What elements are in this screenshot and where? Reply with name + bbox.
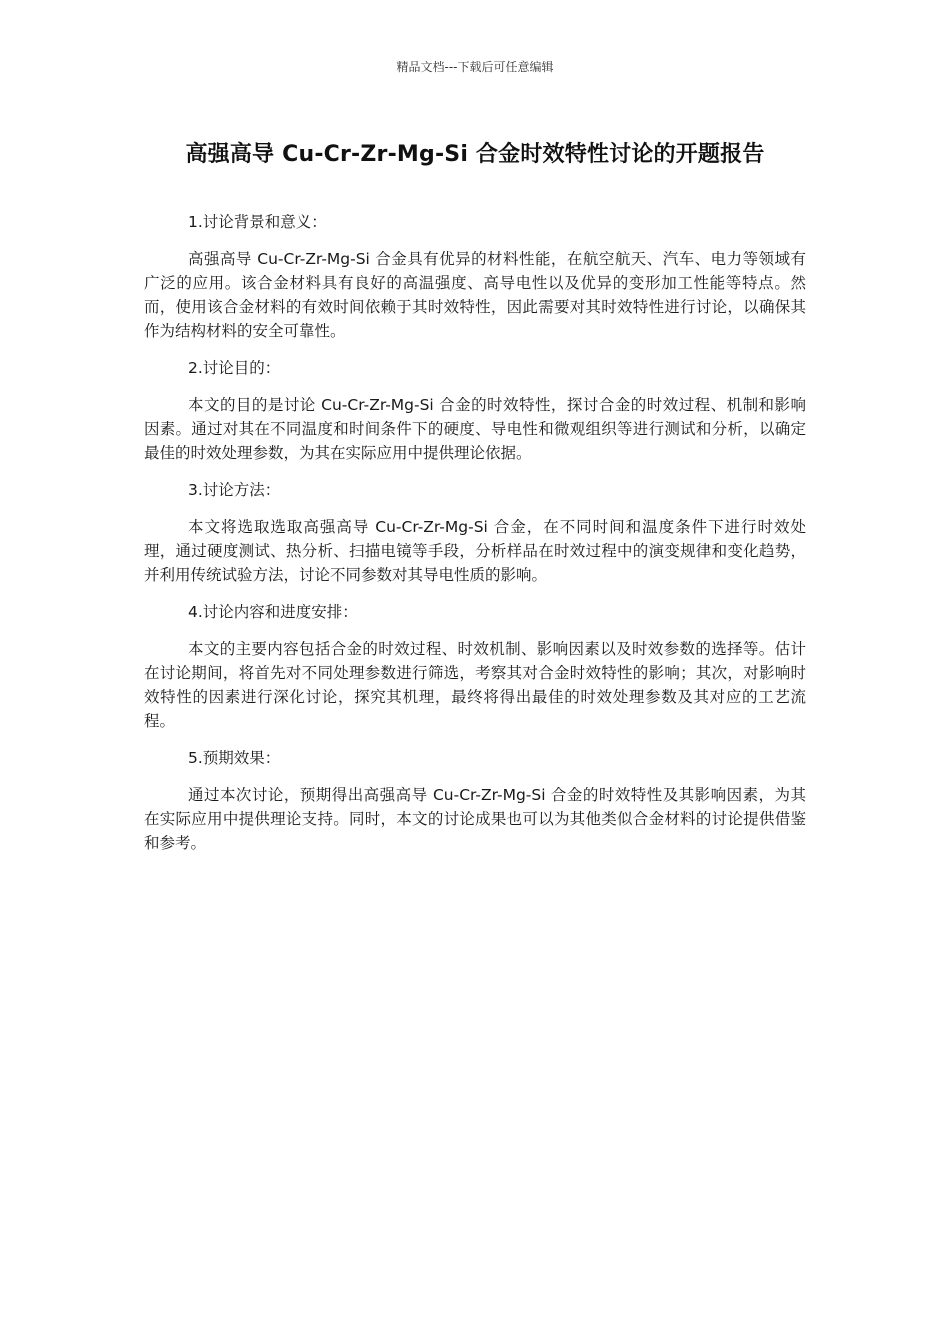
document-body <box>144 210 806 868</box>
section-expected-results <box>144 746 806 855</box>
section-paragraph: 高强高导 Cu-Cr-Zr-Mg-Si 合金具有优异的材料性能，在航空航天、汽车、电力等领域有广泛的应用。该合金材料具有良好的高温强度、高导电性以及优异的变形加工性能等特点。然而，使用该合金材料的有效时间依赖于其时效特性，因此需要对其时效特性进行讨论，以确保其作为结构材料的安全可靠性。 <box>144 250 806 340</box>
section-heading: 5.预期效果： <box>188 749 281 767</box>
section-background <box>144 210 806 343</box>
section-heading: 3.讨论方法： <box>188 481 281 499</box>
page-header-note: 精品文档---下载后可任意编辑 <box>396 60 554 74</box>
section-heading: 1.讨论背景和意义： <box>188 213 327 231</box>
section-purpose <box>144 356 806 465</box>
section-paragraph: 通过本次讨论，预期得出高强高导 Cu-Cr-Zr-Mg-Si 合金的时效特性及其影响因素，为其在实际应用中提供理论支持。同时，本文的讨论成果也可以为其他类似合金材料的讨论提供借鉴和参考。 <box>144 786 806 852</box>
document-title: 高强高导 Cu-Cr-Zr-Mg-Si 合金时效特性讨论的开题报告 <box>185 142 765 167</box>
section-content-schedule <box>144 600 806 733</box>
section-paragraph: 本文将选取选取高强高导 Cu-Cr-Zr-Mg-Si 合金，在不同时间和温度条件下进行时效处理，通过硬度测试、热分析、扫描电镜等手段，分析样品在时效过程中的演变规律和变化趋势，并利用传统试验方法，讨论不同参数对其导电性质的影响。 <box>144 518 806 584</box>
section-paragraph: 本文的目的是讨论 Cu-Cr-Zr-Mg-Si 合金的时效特性，探讨合金的时效过程、机制和影响因素。通过对其在不同温度和时间条件下的硬度、导电性和微观组织等进行测试和分析，以确定最佳的时效处理参数，为其在实际应用中提供理论依据。 <box>144 396 806 462</box>
section-paragraph: 本文的主要内容包括合金的时效过程、时效机制、影响因素以及时效参数的选择等。估计在讨论期间，将首先对不同处理参数进行筛选，考察其对合金时效特性的影响；其次，对影响时效特性的因素进行深化讨论，探究其机理，最终将得出最佳的时效处理参数及其对应的工艺流程。 <box>144 640 806 730</box>
section-method <box>144 478 806 587</box>
section-heading: 4.讨论内容和进度安排： <box>188 603 358 621</box>
section-heading: 2.讨论目的： <box>188 359 281 377</box>
